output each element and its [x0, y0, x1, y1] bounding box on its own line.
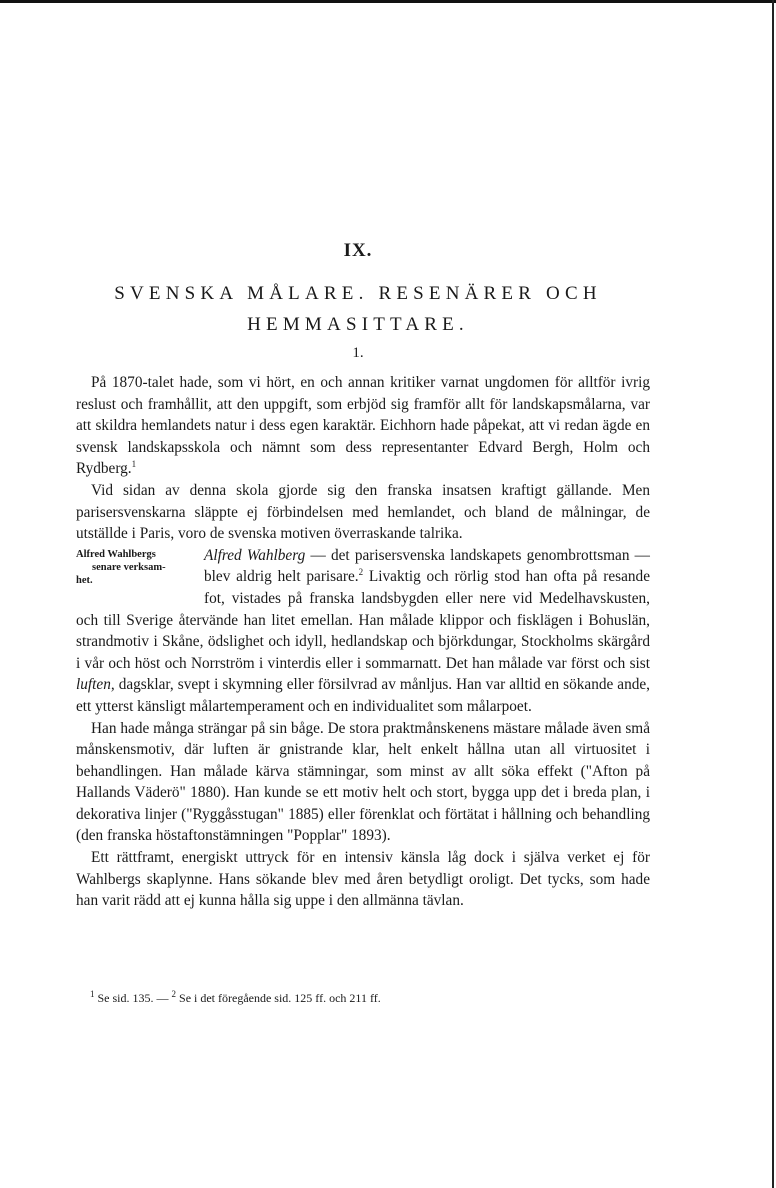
- footnote-text-1: Se sid. 135. —: [94, 991, 172, 1005]
- paragraph-3-text-c: dagsklar, svept i skymning eller försilvrad av månljus. Han var alltid en sökande ande, ett ytterst känsligt målartemperament och en individualitet som målarpoet.: [76, 676, 650, 715]
- body-text: [76, 372, 650, 912]
- chapter-number: IX.: [343, 240, 373, 261]
- footnote-ref-2: 2: [358, 567, 364, 578]
- footnote-mark-2: 2: [171, 989, 177, 999]
- footnote-mark-1: 1: [90, 989, 95, 999]
- paragraph-3: [76, 545, 650, 718]
- paragraph-5: Ett rättframt, energiskt uttryck för en intensiv känsla låg dock i själva verket ej för Wahlbergs skaplynne. Hans sökande blev med åren betydligt oroligt. Det tycks, som hade han varit rädd att ej kunna hålla sig uppe i den allmänna tävlan.: [76, 849, 650, 910]
- footnote-ref-1: 1: [131, 459, 137, 470]
- emphasis-luften: luften,: [76, 676, 115, 694]
- paragraph-1-text: På 1870-talet hade, som vi hört, en och annan kritiker varnat ungdomen för alltför ivrig reslust och framhållit, att den uppgift, som erbjöd sig framför allt för landskapsmålarna, var att skildra hemlandets natur i dess egen karaktär. Eichhorn hade påpekat, att vi redan ägde en svensk landskapsskola och nämnt som dess representanter Edvard Bergh, Holm och Rydberg.: [76, 374, 650, 478]
- scan-edge-top: [0, 0, 776, 3]
- margin-note-line2: senare verksam-: [92, 561, 166, 573]
- paragraph-3-text-b: Livaktig och rörlig stod han ofta på resande fot, vistades på franska landsbygden eller nere vid Medelhavskusten, och till Sverige återvände han litet emellan. Han målade klippor och fisklägen i Bohuslän, strandmotiv i Skåne, ödslighet och idyll, hedlandskap och björkdungar, Stockholms skärgård i vår och höst och Norrström i vinterdis eller i sommarnatt. Det han målade var först och sist: [76, 568, 650, 672]
- chapter-title-line1: SVENSKA MÅLARE. RESENÄRER OCH: [114, 283, 602, 304]
- footnotes: [90, 990, 650, 1006]
- artist-name: Alfred Wahlberg: [204, 546, 306, 564]
- paragraph-3-text-a: — det parisersvenska landskapets genombrottsman — blev aldrig helt parisare.: [204, 546, 650, 586]
- chapter-title-line2: HEMMASITTARE.: [247, 314, 469, 335]
- margin-note-line1: Alfred Wahlbergs: [76, 548, 156, 560]
- section-number: 1.: [352, 345, 364, 361]
- margin-note: [76, 548, 196, 587]
- paragraph-2: Vid sidan av denna skola gjorde sig den franska insatsen kraftigt gällande. Men parisersvenskarna släppte ej förbindelsen med hemlandet, och bland de målningar, de utställde i Paris, voro de svenska motiven överraskande talrika.: [76, 481, 650, 543]
- margin-note-line3: het.: [76, 574, 93, 586]
- paragraph-4: Han hade många strängar på sin båge. De stora praktmånskenens mästare målade även små månskensmotiv, där luften är gnistrande klar, helt enkelt hållna utan all virtuositet i behandlingen. Han målade kärva stämningar, som minst av allt söka effekt ("Afton på Hallands Väderö" 1880). Han kunde se ett motiv helt och stort, bygga upp det i breda plan, i dekorativa linjer ("Ryggåsstugan" 1885) eller förenklat och förtätat i hållning och behandling (den franska höstaftonstämningen "Popplar" 1893).: [76, 719, 650, 845]
- footnote-text-2: Se i det föregående sid. 125 ff. och 211 ff.: [176, 991, 381, 1005]
- chapter-title: [0, 278, 716, 340]
- paragraph-1: [76, 372, 650, 480]
- scan-edge-right: [772, 0, 774, 1188]
